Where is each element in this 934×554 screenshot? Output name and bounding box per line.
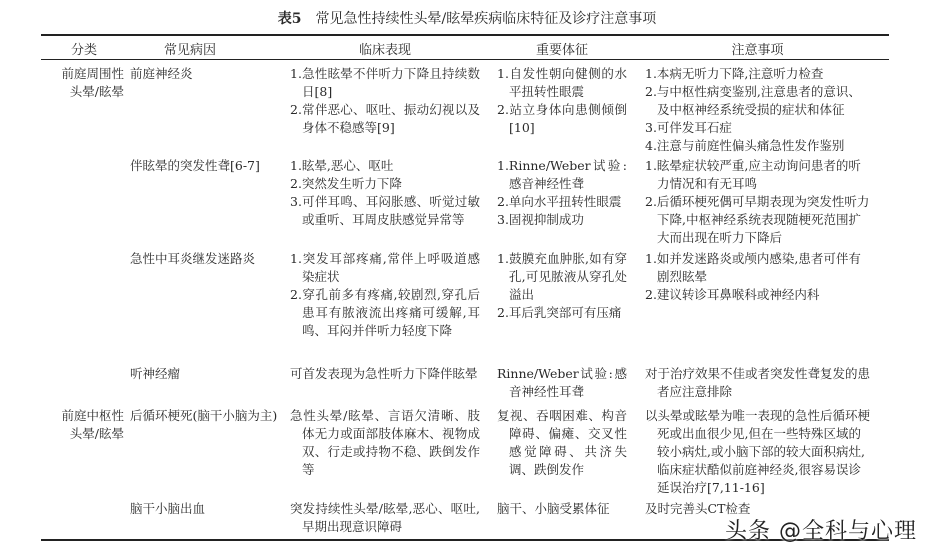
category-line: 头晕/眩晕: [69, 426, 124, 441]
cell-cause: [130, 500, 280, 518]
cell-signs: [497, 65, 627, 137]
header-cause: 常见病因: [163, 43, 216, 58]
clinical-item: 1.急性眩晕不伴听力下降且持续数日[8]: [290, 66, 480, 99]
table-caption: 常见急性持续性头晕/眩晕疾病临床特征及诊疗注意事项: [315, 11, 657, 27]
signs-item: 2.单向水平扭转性眼震: [497, 194, 622, 209]
cell-category: [44, 65, 124, 101]
cell-notes: [645, 250, 870, 304]
signs-item: 1.Rinne/Weber试验:感音神经性聋: [497, 158, 627, 191]
clinical-item: 急性头晕/眩晕、言语欠清晰、肢体无力或面部肢体麻木、视物成双、行走或持物不稳、跌倒发作等: [290, 408, 480, 477]
cause-text: 脑干小脑出血: [130, 501, 206, 516]
notes-item: 以头晕或眩晕为唯一表现的急性后循环梗死或出血很少见,但在一些特殊区域的较小病灶,或小脑下部的较大面积病灶,临床症状酷似前庭神经炎,很容易误诊延误治疗[7,11-16]: [645, 408, 871, 495]
signs-item: 2.耳后乳突部可有压痛: [497, 305, 622, 320]
notes-item: 及时完善头CT检查: [645, 501, 751, 516]
cell-signs: [497, 365, 627, 401]
clinical-item: 2.常伴恶心、呕吐、振动幻视以及身体不稳感等[9]: [290, 102, 480, 135]
notes-item: 1.如并发迷路炎或颅内感染,患者可伴有剧烈眩晕: [645, 251, 861, 284]
cell-category: [44, 407, 124, 443]
cell-signs: [497, 157, 627, 229]
signs-item: Rinne/Weber试验:感音神经性耳聋: [497, 366, 627, 399]
notes-item: 1.眩晕症状较严重,应主动询问患者的听力情况和有无耳鸣: [645, 158, 861, 191]
header-category: 分类: [70, 43, 97, 58]
clinical-item: 3.可伴耳鸣、耳闷胀感、听觉过敏或重听、耳周皮肤感觉异常等: [290, 194, 480, 227]
notes-item: 2.建议转诊耳鼻喉科或神经内科: [645, 287, 820, 302]
cell-clinical: [290, 500, 480, 536]
cause-text: 急性中耳炎继发迷路炎: [130, 251, 256, 266]
header-rule: [41, 59, 889, 60]
category-line: 头晕/眩晕: [69, 84, 124, 99]
cause-text: 前庭神经炎: [130, 66, 193, 81]
notes-item: 2.后循环梗死偶可早期表现为突发性听力下降,中枢神经系统表现随梗死范围扩大而出现在听力下降后: [645, 194, 870, 245]
cell-notes: [645, 65, 870, 155]
cell-notes: [645, 157, 870, 247]
cell-notes: [645, 407, 870, 497]
header-clinical: 临床表现: [358, 43, 411, 58]
table-title: [0, 8, 934, 28]
clinical-item: 突发持续性头晕/眩晕,恶心、呕吐,早期出现意识障碍: [290, 501, 480, 534]
notes-item: 4.注意与前庭性偏头痛急性发作鉴别: [645, 138, 845, 153]
signs-item: 3.固视抑制成功: [497, 212, 584, 227]
cause-text: 后循环梗死(脑干小脑为主): [130, 408, 278, 423]
cell-signs: [497, 407, 627, 479]
clinical-item: 1.突发耳部疼痛,常伴上呼吸道感染症状: [290, 251, 480, 284]
cell-clinical: [290, 157, 480, 229]
notes-item: 2.与中枢性病变鉴别,注意患者的意识、及中枢神经系统受损的症状和体征: [645, 84, 861, 117]
signs-item: 复视、吞咽困难、构音障碍、偏瘫、交叉性感觉障碍、共济失调、跌倒发作: [497, 408, 627, 477]
notes-item: 3.可伴发耳石症: [645, 120, 732, 135]
notes-item: 对于治疗效果不佳或者突发性聋复发的患者应注意排除: [645, 366, 871, 399]
cell-cause: [130, 250, 280, 268]
header-notes: 注意事项: [731, 43, 784, 58]
clinical-item: 1.眩晕,恶心、呕吐: [290, 158, 394, 173]
cell-signs: [497, 500, 627, 518]
signs-item: 脑干、小脑受累体征: [497, 501, 610, 516]
category-line: 前庭中枢性: [61, 408, 124, 423]
table-number: 表5: [277, 11, 302, 27]
cell-cause: [130, 407, 280, 425]
signs-item: 2.站立身体向患侧倾倒[10]: [497, 102, 627, 135]
watermark: 头条 @全科与心理: [725, 519, 917, 544]
signs-item: 1.自发性朝向健侧的水平扭转性眼震: [497, 66, 627, 99]
notes-item: 1.本病无听力下降,注意听力检查: [645, 66, 824, 81]
cell-clinical: [290, 407, 480, 479]
cell-clinical: [290, 250, 480, 340]
clinical-item: 2.突然发生听力下降: [290, 176, 402, 191]
signs-item: 1.鼓膜充血肿胀,如有穿孔,可见脓液从穿孔处溢出: [497, 251, 627, 302]
cause-text: 伴眩晕的突发性聋[6-7]: [130, 158, 260, 173]
clinical-item: 可首发表现为急性听力下降伴眩晕: [290, 366, 478, 381]
cell-signs: [497, 250, 627, 322]
header-signs: 重要体征: [535, 43, 588, 58]
cell-cause: [130, 65, 280, 83]
clinical-item: 2.穿孔前多有疼痛,较剧烈,穿孔后患耳有脓液流出疼痛可缓解,耳鸣、耳闷并伴听力轻度下降: [290, 287, 480, 338]
top-rule: [41, 34, 889, 36]
cell-clinical: [290, 65, 480, 137]
category-line: 前庭周围性: [61, 66, 124, 81]
cell-notes: [645, 365, 870, 401]
cell-clinical: [290, 365, 480, 383]
cell-cause: [130, 157, 280, 175]
cause-text: 听神经瘤: [130, 366, 181, 381]
cell-cause: [130, 365, 280, 383]
